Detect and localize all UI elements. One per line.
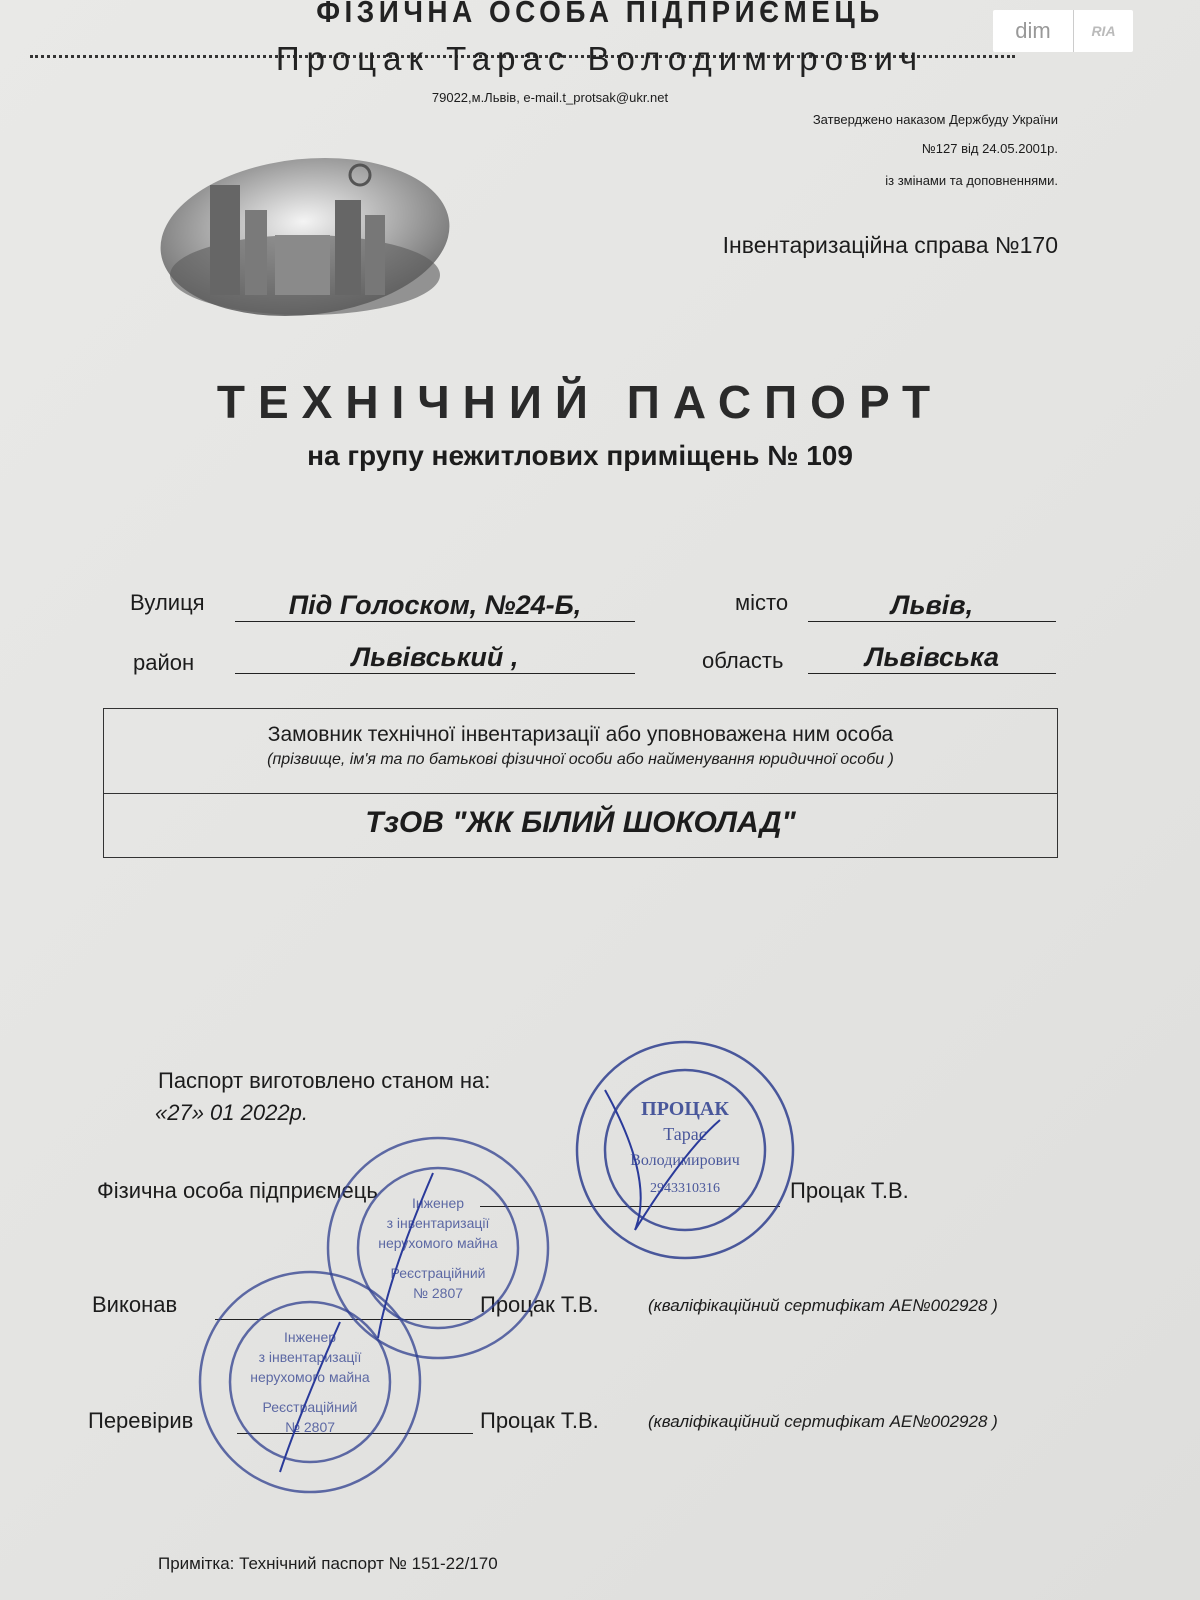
svg-text:Володимирович: Володимирович — [630, 1152, 740, 1169]
signature-role-executed: Виконав — [92, 1292, 178, 1317]
certificate-note: (кваліфікаційний сертифікат АЕ№002928 ) — [648, 1296, 998, 1315]
certificate-note: (кваліфікаційний сертифікат АЕ№002928 ) — [648, 1412, 998, 1431]
svg-text:2943310316: 2943310316 — [650, 1181, 720, 1196]
footnote: Примітка: Технічний паспорт № 151-22/170 — [158, 1554, 498, 1573]
city-label: місто — [735, 590, 789, 615]
approval-line-3: із змінами та доповненнями. — [885, 173, 1058, 188]
street-label: Вулиця — [130, 590, 205, 615]
svg-text:нерухомого майна: нерухомого майна — [250, 1369, 370, 1385]
svg-text:Тарас: Тарас — [663, 1124, 707, 1144]
dimria-watermark — [993, 10, 1133, 52]
svg-text:Реєстраційний: Реєстраційний — [262, 1399, 358, 1415]
customer-box — [103, 708, 1058, 858]
document-title: ТЕХНІЧНИЙ ПАСПОРТ — [216, 376, 944, 428]
svg-text:Реєстраційний: Реєстраційний — [390, 1265, 486, 1281]
svg-text:Інженер: Інженер — [283, 1329, 337, 1345]
document-subtitle: на групу нежитлових приміщень № 109 — [307, 440, 853, 471]
district-value: Львівський , — [235, 640, 635, 674]
case-number: Інвентаризаційна справа №170 — [722, 232, 1058, 258]
svg-text:з інвентаризації: з інвентаризації — [258, 1349, 362, 1365]
customer-hint: (прізвище, ім'я та по батькові фізичної особи або найменування юридичної особи ) — [267, 751, 894, 768]
signature-role-checked: Перевірив — [88, 1408, 194, 1433]
customer-header — [104, 709, 1057, 794]
engineer-stamp — [190, 1262, 430, 1502]
signature-name: Процак Т.В. — [480, 1408, 599, 1433]
contact-info: 79022,м.Львів, e-mail.t_protsak@ukr.net — [431, 90, 669, 105]
signature-name: Процак Т.В. — [480, 1292, 599, 1317]
watermark-dim: dim — [1015, 18, 1051, 43]
svg-text:з інвентаризації: з інвентаризації — [386, 1215, 490, 1231]
entrepreneur-heading: ФІЗИЧНА ОСОБА ПІДПРИЄМЕЦЬ — [316, 0, 884, 29]
svg-text:№ 2807: № 2807 — [284, 1419, 336, 1435]
svg-text:нерухомого майна: нерухомого майна — [378, 1235, 498, 1251]
svg-text:№ 2807: № 2807 — [412, 1285, 464, 1301]
entrepreneur-stamp — [565, 1030, 805, 1270]
watermark-ria: RIA — [1073, 10, 1133, 52]
svg-text:ПРОЦАК: ПРОЦАК — [641, 1098, 729, 1120]
customer-value: ТзОВ "ЖК БІЛИЙ ШОКОЛАД" — [365, 806, 796, 839]
signature-role-entrepreneur: Фізична особа підприємець — [97, 1178, 378, 1203]
region-value: Львівська — [808, 640, 1056, 674]
prepared-label: Паспорт виготовлено станом на: — [158, 1068, 491, 1093]
street-value: Під Голоском, №24-Б, — [235, 588, 635, 622]
approval-line-1: Затверджено наказом Держбуду України — [812, 112, 1058, 127]
city-logo-image — [155, 145, 455, 335]
customer-heading: Замовник технічної інвентаризації або уповноважена ним особа — [267, 723, 894, 746]
city-value: Львів, — [808, 588, 1056, 622]
svg-text:Інженер: Інженер — [411, 1195, 465, 1211]
signature-name: Процак Т.В. — [790, 1178, 909, 1203]
entrepreneur-name: Процак Тарас Володимирович — [275, 40, 925, 77]
district-label: район — [133, 650, 195, 675]
region-label: область — [702, 648, 784, 673]
approval-line-2: №127 від 24.05.2001р. — [921, 141, 1058, 156]
prepared-date: «27» 01 2022р. — [155, 1100, 308, 1125]
